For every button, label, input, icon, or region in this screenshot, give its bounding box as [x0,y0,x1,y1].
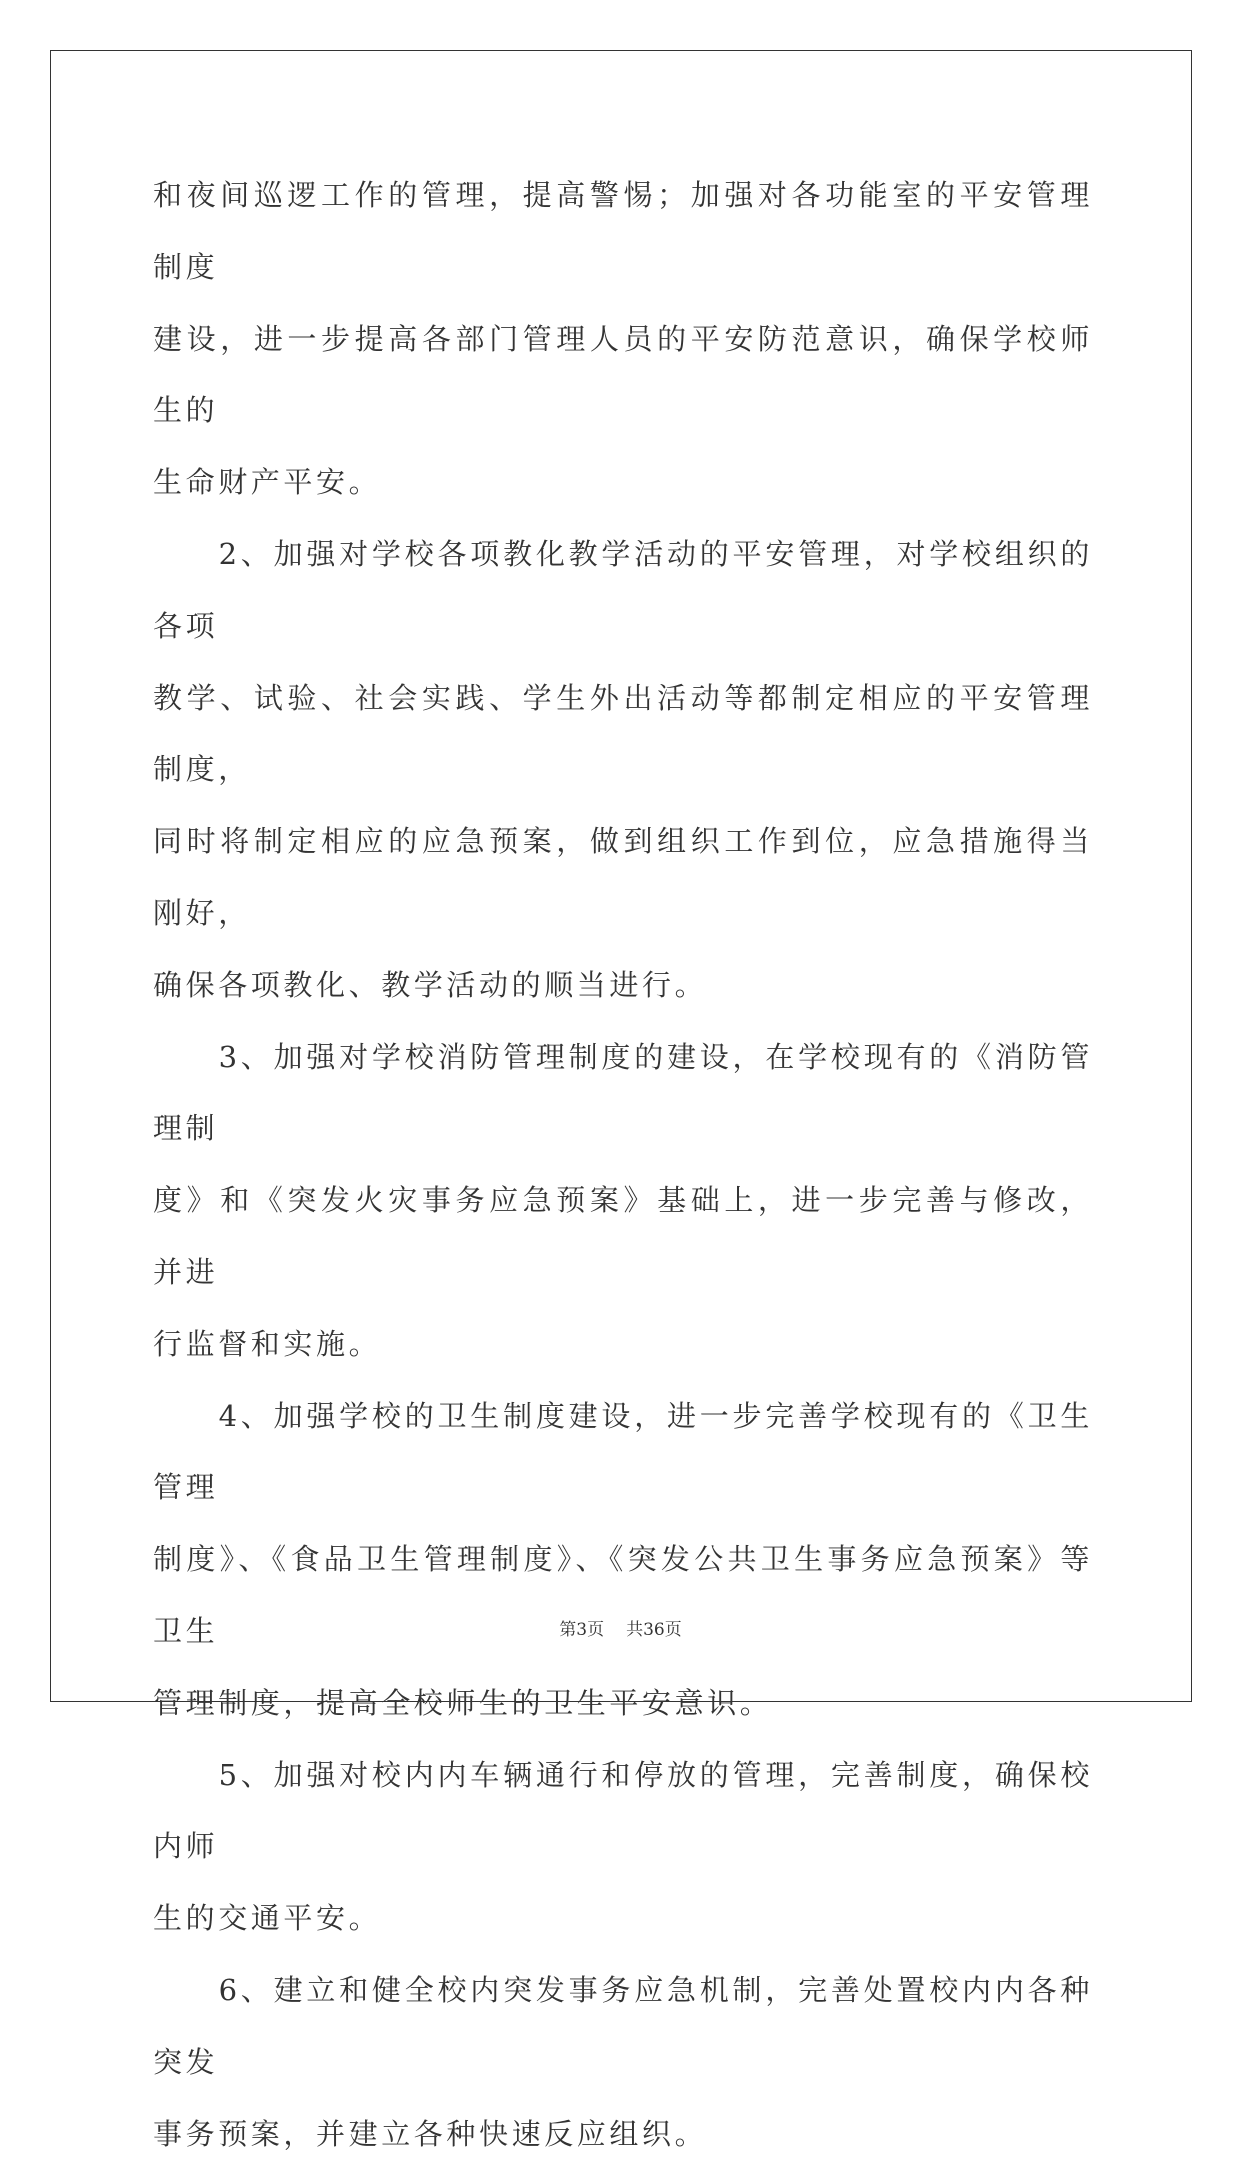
paragraph-item-5: 5、加强对校内内车辆通行和停放的管理，完善制度，确保校内师 生的交通平安。 [153,1757,1093,1936]
paragraph-item-3: 3、加强对学校消防管理制度的建设，在学校现有的《消防管理制 度》和《突发火灾事务应急预案》基础上，进一步完善与修改，并进 行监督和实施。 [153,1039,1093,1361]
page-footer [0,1615,1241,1640]
paragraph-item-4: 4、加强学校的卫生制度建设，进一步完善学校现有的《卫生管理 制度》、《食品卫生管理制度》、《突发公共卫生事务应急预案》等卫生 管理制度，提高全校师生的卫生平安意识。 [153,1398,1093,1720]
page-number-current: 第3页 [559,1620,605,1640]
page-number-total: 共36页 [626,1620,682,1640]
paragraph-continued: 和夜间巡逻工作的管理，提高警惕；加强对各功能室的平安管理制度 建设，进一步提高各部门管理人员的平安防范意识，确保学校师生的 生命财产平安。 [153,178,1093,500]
paragraph-item-6: 6、建立和健全校内突发事务应急机制，完善处置校内内各种突发 事务预案，并建立各种快速反应组织。 [153,1972,1093,2151]
paragraph-item-2: 2、加强对学校各项教化教学活动的平安管理，对学校组织的各项 教学、试验、社会实践、学生外出活动等都制定相应的平安管理制度， 同时将制定相应的应急预案，做到组织工作到位，应急措施得当刚好， 确保各项教化、教学活动的顺当进行。 [153,536,1093,1002]
document-body [153,160,1093,2170]
